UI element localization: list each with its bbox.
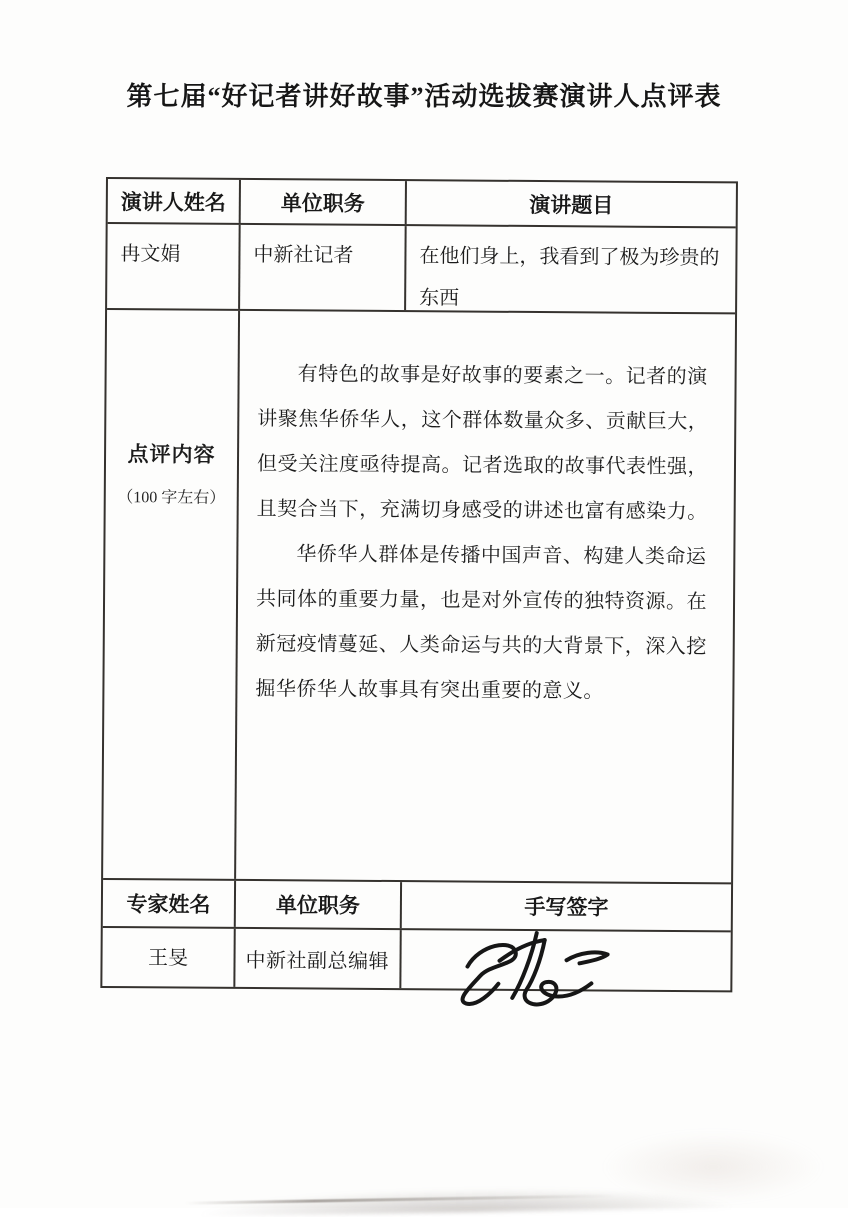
comment-paragraph: 华侨华人群体是传播中国声音、构建人类命运共同体的重要力量，也是对外宣传的独特资源。在新冠疫情蔓延、人类命运与共的大背景下，深入挖掘华侨华人故事具有突出重要的意义。 [255,543,708,703]
handwritten-signature [439,922,655,1015]
speech-topic-header: 演讲题目 [529,192,614,218]
comment-section-row [103,308,735,882]
comment-paragraph: 有特色的故事是好故事的要素之一。记者的演讲聚焦华侨华人，这个群体数量众多、贡献巨大，但受关注度亟待提高。记者选取的故事代表性强，且契合当下，充满切身感受的讲述也富有感染力。 [256,363,709,524]
signature-cell [401,930,730,990]
expert-name-header: 专家姓名 [103,880,236,927]
expert-header-row [103,878,731,930]
speech-topic-cell: 在他们身上，我看到了极为珍贵的东西 [419,245,720,310]
comment-label-cell [103,310,240,879]
speaker-header-row [108,179,736,226]
page-title: 第七届“好记者讲好故事”活动选拔赛演讲人点评表 [126,82,722,111]
speaker-position-header: 单位职务 [241,180,407,224]
comment-length-note: （100 字左右） [117,489,226,507]
evaluation-form-table [100,177,738,992]
speaker-name-header: 演讲人姓名 [108,179,241,223]
scan-smudge-artifact [603,1132,823,1202]
speaker-data-row [107,222,736,312]
speaker-name-cell: 冉文娟 [107,224,241,309]
speaker-position-cell: 中新社记者 [240,225,407,310]
handwritten-signature-header: 手写签字 [524,894,609,920]
expert-name-cell: 王旻 [102,928,235,987]
comment-label: 点评内容 [127,442,216,467]
expert-data-row [102,926,730,990]
scan-bottom-shadow-artifact [140,1173,820,1217]
expert-position-cell: 中新社副总编辑 [235,929,401,988]
scan-fold-line-artifact [185,1194,615,1205]
comment-content-cell [236,311,735,882]
expert-position-header: 单位职务 [236,881,402,928]
